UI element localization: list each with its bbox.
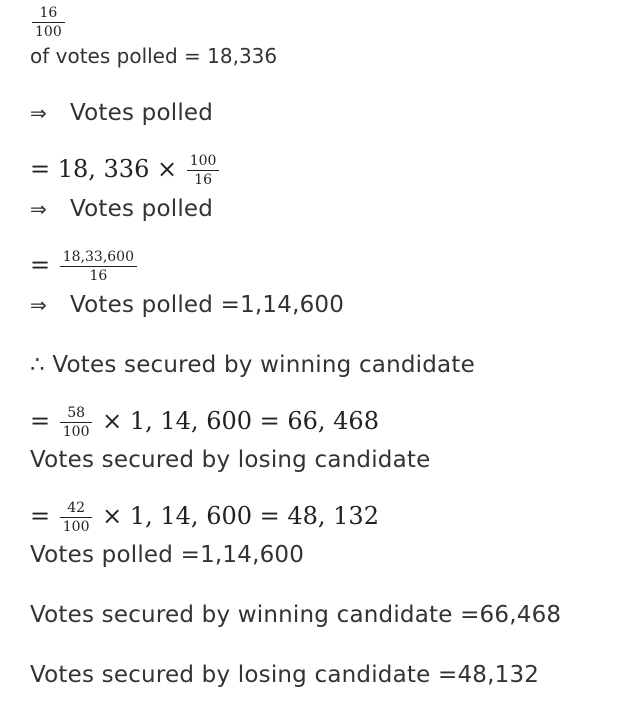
- equation-1: [30, 154, 221, 187]
- summary-votes-polled: Votes polled =1,14,600: [30, 542, 305, 568]
- step-votes-polled-3: [30, 292, 344, 318]
- votes-polled-statement: of votes polled = 18,336: [30, 44, 278, 68]
- fraction-denominator: 16: [89, 268, 108, 284]
- fraction-denominator: 100: [35, 24, 62, 40]
- step-votes-polled-1: [30, 100, 213, 126]
- fraction-16-100: [30, 6, 67, 39]
- fraction-numerator: 16: [32, 6, 65, 23]
- equation-suffix: × 1, 14, 600 = 48, 132: [102, 502, 379, 530]
- fraction-denominator: 100: [62, 424, 90, 440]
- equation-prefix: =: [30, 502, 51, 530]
- equation-3: [30, 406, 379, 439]
- summary-losing-votes: Votes secured by losing candidate =48,132: [30, 662, 540, 688]
- fraction-numerator: 58: [60, 406, 93, 423]
- implies-arrow: ⇒: [30, 101, 47, 125]
- fraction-denominator: 100: [62, 519, 90, 535]
- step-label: Votes polled =1,14,600: [70, 292, 345, 318]
- losing-candidate-statement: Votes secured by losing candidate: [30, 447, 431, 473]
- fraction-numerator: 100: [187, 154, 220, 171]
- step-votes-polled-2: [30, 196, 213, 222]
- equation-2: [30, 250, 139, 283]
- summary-winning-votes: Votes secured by winning candidate =66,468: [30, 602, 562, 628]
- step-label: Votes polled: [70, 100, 214, 126]
- equation-prefix: =: [30, 407, 51, 435]
- fraction-58-100: [60, 406, 93, 439]
- implies-arrow: ⇒: [30, 293, 47, 317]
- equation-4: [30, 501, 379, 534]
- step-label: Votes polled: [70, 196, 214, 222]
- fraction-numerator: 42: [60, 501, 93, 518]
- fraction-100-16: [187, 154, 220, 187]
- equation-prefix: = 18, 336 ×: [30, 155, 178, 183]
- fraction-numerator: 18,33,600: [60, 250, 137, 267]
- fraction-42-100: [60, 501, 93, 534]
- equation-prefix: =: [30, 251, 51, 279]
- fraction-1833600-16: [60, 250, 137, 283]
- fraction-denominator: 16: [194, 172, 213, 188]
- implies-arrow: ⇒: [30, 197, 47, 221]
- therefore-statement: ∴ Votes secured by winning candidate: [30, 352, 475, 378]
- equation-suffix: × 1, 14, 600 = 66, 468: [102, 407, 379, 435]
